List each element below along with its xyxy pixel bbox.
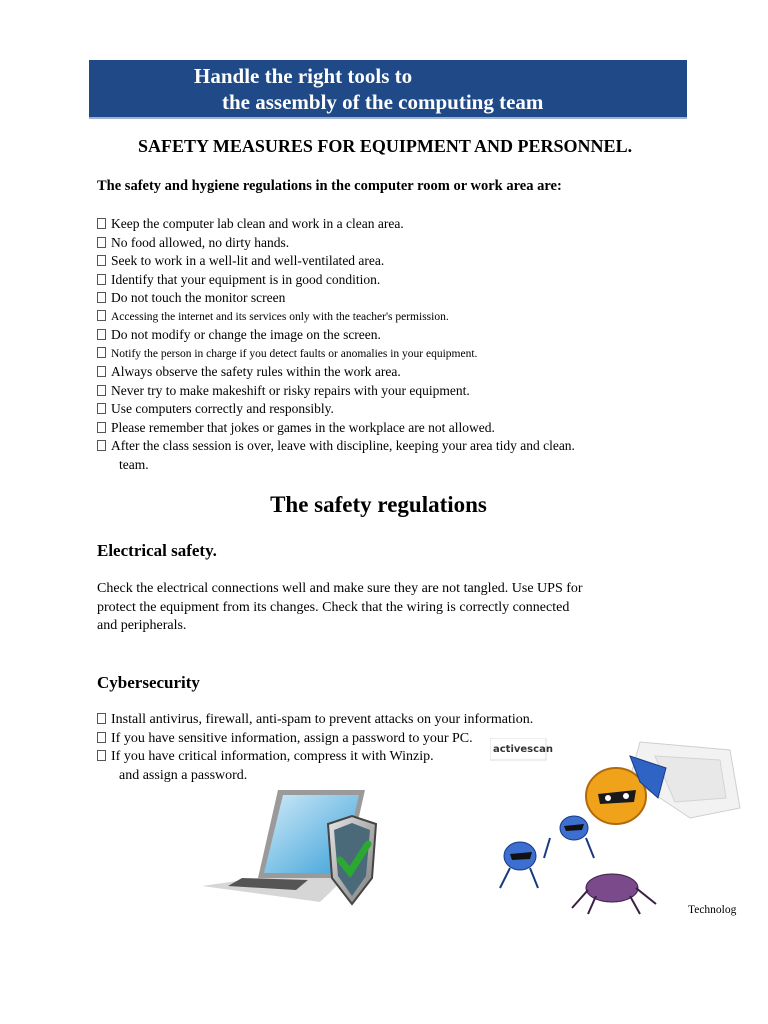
list-item: Install antivirus, firewall, anti-spam to prevent attacks on your information. xyxy=(97,711,533,730)
bullet-icon xyxy=(97,310,106,321)
paragraph-line: Check the electrical connections well and make sure they are not tangled. Use UPS for xyxy=(97,581,583,596)
list-item: If you have critical information, compress it with Winzip. xyxy=(97,748,533,767)
list-item: Identify that your equipment is in good condition. xyxy=(97,271,575,290)
list-item: Seek to work in a well-lit and well-ventilated area. xyxy=(97,252,575,271)
intro-text: The safety and hygiene regulations in the computer room or work area are: xyxy=(97,178,562,194)
list-item: No food allowed, no dirty hands. xyxy=(97,234,575,253)
list-item-continuation: and assign a password. xyxy=(119,767,248,783)
list-item: Never try to make makeshift or risky repairs with your equipment. xyxy=(97,382,575,401)
safety-rules-list xyxy=(97,215,575,474)
list-item: Use computers correctly and responsibly. xyxy=(97,400,575,419)
bullet-icon xyxy=(97,292,106,303)
section-title: The safety regulations xyxy=(270,492,487,517)
virus-bugs-illustration xyxy=(490,738,745,918)
title-banner xyxy=(89,60,687,119)
bullet-icon xyxy=(97,274,106,285)
list-item: Keep the computer lab clean and work in a clean area. xyxy=(97,215,575,234)
paragraph-line: and peripherals. xyxy=(97,618,187,633)
list-item: Do not modify or change the image on the screen. xyxy=(97,326,575,345)
bullet-icon xyxy=(97,366,106,377)
bullet-icon xyxy=(97,440,106,451)
bullet-icon xyxy=(97,750,106,761)
bullet-icon xyxy=(97,713,106,724)
laptop-shield-icon xyxy=(200,786,395,916)
bullet-icon xyxy=(97,732,106,743)
bullet-icon xyxy=(97,403,106,414)
list-item: If you have sensitive information, assign a password to your PC. xyxy=(97,730,533,749)
bullet-icon xyxy=(97,422,106,433)
banner-line-2: the assembly of the computing team xyxy=(222,90,544,114)
banner-line-1: Handle the right tools to xyxy=(194,64,413,88)
bullet-icon xyxy=(97,218,106,229)
list-item-continuation: team. xyxy=(119,456,149,472)
page-heading: SAFETY MEASURES FOR EQUIPMENT AND PERSONNEL. xyxy=(138,136,633,156)
bullet-icon xyxy=(97,237,106,248)
electrical-safety-heading: Electrical safety. xyxy=(97,541,217,560)
activescan-logo: activescan xyxy=(493,744,553,755)
bullet-icon xyxy=(97,385,106,396)
electrical-safety-paragraph xyxy=(97,580,583,636)
cybersecurity-heading: Cybersecurity xyxy=(97,673,200,692)
list-item: Accessing the internet and its services only with the teacher's permission. xyxy=(97,308,575,327)
list-item: Please remember that jokes or games in the workplace are not allowed. xyxy=(97,419,575,438)
list-item: Do not touch the monitor screen xyxy=(97,289,575,308)
list-item: Notify the person in charge if you detect faults or anomalies in your equipment. xyxy=(97,345,575,364)
paragraph-line: protect the equipment from its changes. Check that the wiring is correctly connected xyxy=(97,599,570,615)
bullet-icon xyxy=(97,329,106,340)
footer-text: Technolog xyxy=(688,904,737,916)
cybersecurity-list xyxy=(97,711,533,785)
bullet-icon xyxy=(97,255,106,266)
bullet-icon xyxy=(97,347,106,358)
list-item: Always observe the safety rules within the work area. xyxy=(97,363,575,382)
list-item: After the class session is over, leave with discipline, keeping your area tidy and clean. xyxy=(97,437,575,456)
